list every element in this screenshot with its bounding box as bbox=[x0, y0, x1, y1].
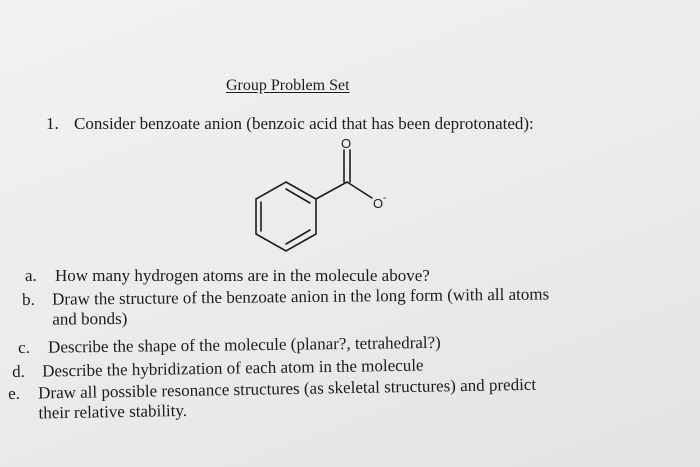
subquestion-letter: c. bbox=[18, 337, 31, 357]
subquestion-text: Draw all possible resonance structures (as skeletal structures) and predict bbox=[37, 374, 537, 403]
page-title: Group Problem Set bbox=[226, 77, 350, 94]
question-number: 1. bbox=[46, 114, 59, 133]
question-1 bbox=[46, 114, 534, 134]
subquestion-letter: b. bbox=[22, 289, 35, 309]
subquestion-letter: e. bbox=[8, 383, 21, 403]
subquestion-letter: a. bbox=[25, 266, 37, 285]
benzoate-structure bbox=[228, 134, 398, 264]
subquestion-a bbox=[25, 266, 430, 286]
subquestion-e bbox=[8, 375, 537, 424]
negative-charge: - bbox=[383, 193, 387, 204]
anion-oxygen-label: O bbox=[373, 196, 384, 211]
ring-double-bond-1 bbox=[286, 189, 310, 203]
subquestion-text: Describe the hybridization of each atom in the molecule bbox=[41, 355, 424, 381]
subquestion-continuation: and bonds) bbox=[52, 308, 128, 329]
carbon-oxygen-bond bbox=[347, 182, 372, 198]
benzene-ring bbox=[256, 182, 316, 251]
ring-carbon-bond bbox=[316, 182, 347, 199]
ring-double-bond-3 bbox=[286, 230, 310, 244]
subquestion-c bbox=[18, 333, 441, 358]
question-text: Consider benzoate anion (benzoic acid that has been deprotonated): bbox=[74, 114, 534, 133]
subquestion-text: Draw the structure of the benzoate anion in the long form (with all atoms bbox=[51, 284, 550, 309]
subquestion-continuation: their relative stability. bbox=[38, 400, 188, 423]
subquestion-text: Describe the shape of the molecule (planar?, tetrahedral?) bbox=[47, 332, 441, 357]
carbonyl-oxygen-label: O bbox=[341, 136, 352, 151]
subquestion-b bbox=[22, 284, 549, 330]
subquestion-text: How many hydrogen atoms are in the molecule above? bbox=[55, 266, 430, 285]
subquestion-letter: d. bbox=[12, 361, 26, 381]
